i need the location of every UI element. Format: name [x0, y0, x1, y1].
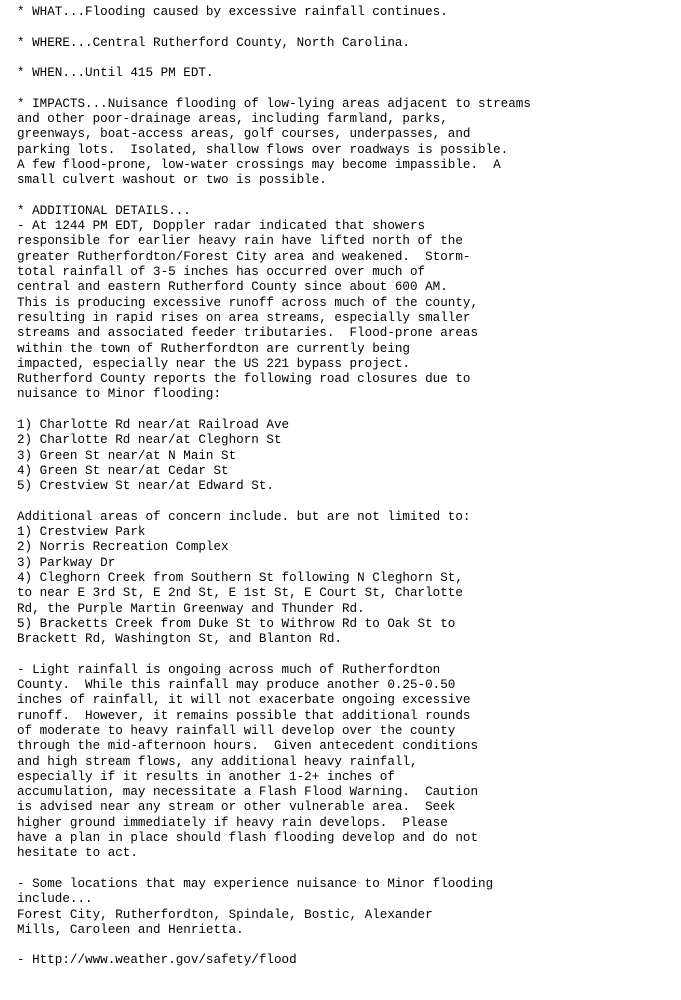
- text-line: is advised near any stream or other vulnerable area. Seek: [17, 800, 456, 815]
- blank-line: [17, 20, 531, 35]
- text-line: especially if it results in another 1-2+ inches of: [17, 769, 395, 784]
- text-line: 3) Parkway Dr: [17, 555, 116, 570]
- text-line: total rainfall of 3-5 inches has occurred over much of: [17, 265, 426, 280]
- blank-line: [17, 189, 531, 204]
- text-line: - Http://www.weather.gov/safety/flood: [17, 953, 297, 968]
- text-line: greater Rutherfordton/Forest City area and weakened. Storm-: [17, 249, 471, 264]
- text-line: have a plan in place should flash flooding develop and do not: [17, 831, 479, 846]
- text-line: 4) Cleghorn Creek from Southern St following N Cleghorn St,: [17, 570, 463, 585]
- text-line: through the mid-afternoon hours. Given antecedent conditions: [17, 739, 479, 754]
- text-line: Rd, the Purple Martin Greenway and Thunder Rd.: [17, 601, 365, 616]
- text-line: and high stream flows, any additional heavy rainfall,: [17, 754, 418, 769]
- text-line: and other poor-drainage areas, including farmland, parks,: [17, 112, 448, 127]
- blank-line: [17, 862, 531, 877]
- blank-line: [17, 495, 531, 510]
- blank-line: [17, 938, 531, 953]
- text-line: parking lots. Isolated, shallow flows over roadways is possible.: [17, 142, 509, 157]
- text-line: * WHEN...Until 415 PM EDT.: [17, 66, 214, 81]
- text-line: Mills, Caroleen and Henrietta.: [17, 922, 244, 937]
- text-line: responsible for earlier heavy rain have lifted north of the: [17, 234, 463, 249]
- text-line: greenways, boat-access areas, golf courses, underpasses, and: [17, 127, 471, 142]
- text-line: Brackett Rd, Washington St, and Blanton Rd.: [17, 632, 342, 647]
- text-line: * IMPACTS...Nuisance flooding of low-lying areas adjacent to streams: [17, 96, 531, 111]
- text-line: A few flood-prone, low-water crossings may become impassible. A: [17, 157, 501, 172]
- blank-line: [17, 403, 531, 418]
- text-line: 5) Crestview St near/at Edward St.: [17, 479, 274, 494]
- text-line: small culvert washout or two is possible.: [17, 173, 327, 188]
- text-line: 1) Charlotte Rd near/at Railroad Ave: [17, 418, 290, 433]
- text-line: within the town of Rutherfordton are currently being: [17, 341, 410, 356]
- text-line: include...: [17, 892, 93, 907]
- flood-advisory-text: [17, 5, 531, 969]
- text-line: - Light rainfall is ongoing across much of Rutherfordton: [17, 662, 441, 677]
- text-line: * ADDITIONAL DETAILS...: [17, 203, 191, 218]
- text-line: of moderate to heavy rainfall will develop over the county: [17, 723, 456, 738]
- text-line: higher ground immediately if heavy rain develops. Please: [17, 815, 448, 830]
- text-line: Additional areas of concern include. but are not limited to:: [17, 509, 471, 524]
- text-line: resulting in rapid rises on area streams, especially smaller: [17, 310, 471, 325]
- text-line: streams and associated feeder tributaries. Flood-prone areas: [17, 326, 479, 341]
- blank-line: [17, 647, 531, 662]
- text-line: nuisance to Minor flooding:: [17, 387, 222, 402]
- text-line: 2) Norris Recreation Complex: [17, 540, 229, 555]
- text-line: 5) Bracketts Creek from Duke St to Withrow Rd to Oak St to: [17, 616, 456, 631]
- text-line: central and eastern Rutherford County since about 600 AM.: [17, 280, 448, 295]
- text-line: Forest City, Rutherfordton, Spindale, Bostic, Alexander: [17, 907, 433, 922]
- blank-line: [17, 81, 531, 96]
- text-line: Rutherford County reports the following road closures due to: [17, 372, 471, 387]
- text-line: runoff. However, it remains possible that additional rounds: [17, 708, 471, 723]
- text-line: hesitate to act.: [17, 846, 138, 861]
- text-line: * WHERE...Central Rutherford County, North Carolina.: [17, 35, 410, 50]
- text-line: * WHAT...Flooding caused by excessive rainfall continues.: [17, 5, 448, 19]
- text-line: impacted, especially near the US 221 bypass project.: [17, 356, 410, 371]
- text-line: 2) Charlotte Rd near/at Cleghorn St: [17, 433, 282, 448]
- text-line: This is producing excessive runoff across much of the county,: [17, 295, 479, 310]
- text-line: 1) Crestview Park: [17, 525, 146, 540]
- text-line: 4) Green St near/at Cedar St: [17, 463, 229, 478]
- text-line: 3) Green St near/at N Main St: [17, 448, 237, 463]
- text-line: inches of rainfall, it will not exacerbate ongoing excessive: [17, 693, 471, 708]
- text-line: to near E 3rd St, E 2nd St, E 1st St, E Court St, Charlotte: [17, 586, 463, 601]
- text-line: - At 1244 PM EDT, Doppler radar indicated that showers: [17, 219, 426, 234]
- text-line: - Some locations that may experience nuisance to Minor flooding: [17, 876, 494, 891]
- blank-line: [17, 51, 531, 66]
- text-line: County. While this rainfall may produce another 0.25-0.50: [17, 678, 456, 693]
- text-line: accumulation, may necessitate a Flash Flood Warning. Caution: [17, 785, 479, 800]
